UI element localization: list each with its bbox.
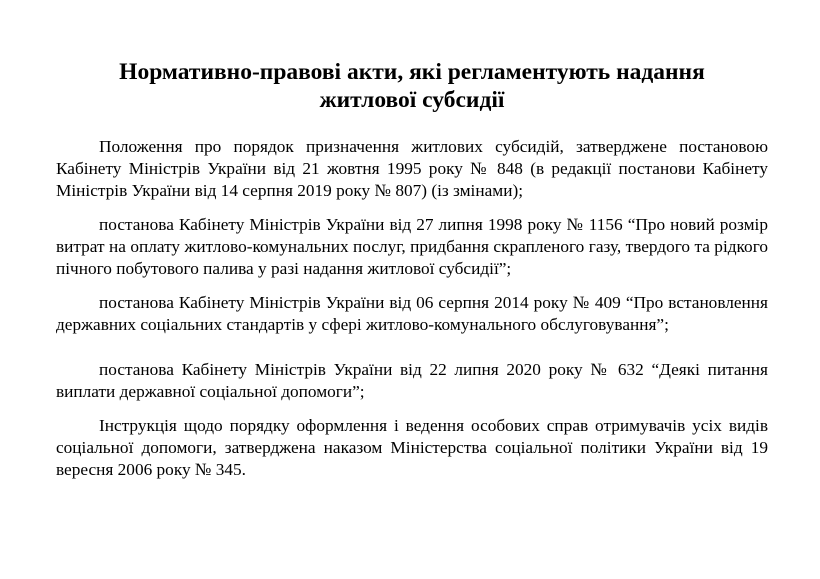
document-title: [56, 58, 768, 114]
title-line-1: Нормативно-правові акти, які регламентують надання: [119, 59, 705, 85]
document-page: [56, 58, 768, 481]
document-body: [56, 136, 768, 481]
paragraph-instruction-345: Інструкція щодо порядку оформлення і ведення особових справ отримувачів усіх видів соціальної допомоги, затверджена наказом Міністерства соціальної політики України від 19 вересня 2006 року № 345.: [56, 416, 768, 479]
paragraph-resolution-1156: постанова Кабінету Міністрів України від 27 липня 1998 року № 1156 “Про новий розмір витрат на оплату житлово-комунальних послуг, придбання скрапленого газу, твердого та рідкого пічного побутового палива у разі надання житлової субсидії”;: [56, 215, 768, 278]
paragraph-regulation-848: Положення про порядок призначення житлових субсидій, затверджене постановою Кабінету Міністрів України від 21 жовтня 1995 року № 848 (в редакції постанови Кабінету Міністрів України від 14 серпня 2019 року № 807) (із змінами);: [56, 137, 768, 200]
title-line-2: житлової субсидії: [319, 87, 505, 113]
paragraph-resolution-409: постанова Кабінету Міністрів України від 06 серпня 2014 року № 409 “Про встановлення державних соціальних стандартів у сфері житлово-комунального обслуговування”;: [56, 293, 768, 334]
paragraph-resolution-632: постанова Кабінету Міністрів України від 22 липня 2020 року № 632 “Деякі питання виплати державної соціальної допомоги”;: [56, 360, 768, 401]
